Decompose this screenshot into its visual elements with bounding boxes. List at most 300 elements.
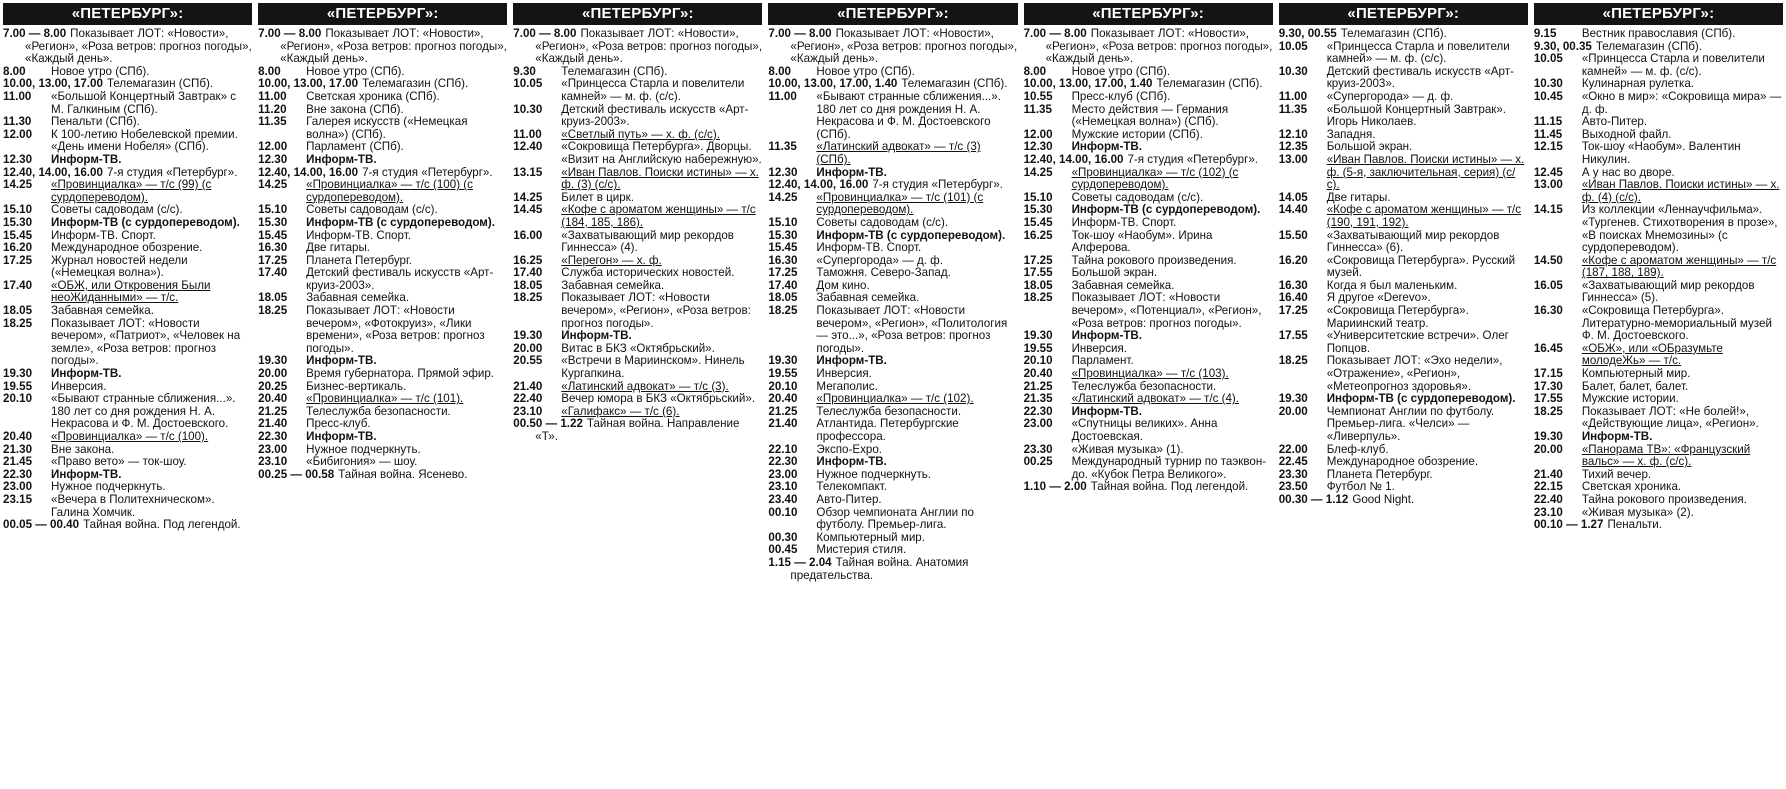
program-time: 22.00 <box>1278 442 1308 456</box>
program-time: 16.45 <box>1533 341 1563 355</box>
program-time: 20.40 <box>3 430 33 443</box>
program-time: 16.20 <box>3 241 33 255</box>
program-title: Дом кино. <box>816 278 870 292</box>
program-title: «Латинский адвокат» — т/с (4). <box>1071 392 1239 406</box>
program-title: Место действия — Германия («Немецкая волна») (СПб). <box>1071 102 1229 129</box>
program-time: 11.35 <box>1023 102 1052 116</box>
program-time: 11.00 <box>1278 89 1308 103</box>
program-time: 00.25 — 00.58 <box>258 467 335 481</box>
program-title: «Принцесса Старла и повелители камней» — м. ф. (с/с). <box>1326 39 1510 66</box>
program-time: 11.30 <box>3 115 32 129</box>
program-time: 17.25 <box>768 266 798 280</box>
program-entry <box>258 28 507 66</box>
program-time: 20.00 <box>1278 404 1308 418</box>
program-time: 19.55 <box>1023 341 1053 355</box>
program-time: 12.30 <box>258 152 288 166</box>
program-time: 13.00 <box>1278 152 1308 166</box>
program-time: 21.45 <box>3 455 33 469</box>
program-entry <box>3 179 252 204</box>
program-entry <box>3 255 252 280</box>
program-time: 10.30 <box>1533 77 1563 91</box>
program-entry <box>1279 393 1528 406</box>
program-entry <box>258 267 507 292</box>
program-time: 18.25 <box>1278 354 1308 368</box>
program-title: Новое утро (СПб). <box>816 64 915 78</box>
program-title: Мужские истории (СПб). <box>1071 127 1203 141</box>
program-time: 8.00 <box>1023 64 1047 78</box>
program-entry <box>1534 343 1783 368</box>
program-title: «Встречи в Мариинском». Нинель Кургапкина. <box>561 354 745 381</box>
program-time: 20.10 <box>1023 354 1053 368</box>
program-time: 19.30 <box>1533 430 1563 443</box>
program-entry <box>1279 204 1528 229</box>
program-title: «ОБЖ», или «ОБразумьте молодеЖь» — т/с. <box>1581 341 1723 368</box>
program-title: Большой экран. <box>1071 266 1158 280</box>
program-entry <box>1534 280 1783 305</box>
channel-header: «ПЕТЕРБУРГ»: <box>1534 3 1783 25</box>
program-time: 23.10 <box>513 404 543 418</box>
program-title: Информ-ТВ. <box>1071 329 1143 343</box>
program-entry <box>768 179 1017 192</box>
program-title: Инверсия. <box>1071 341 1127 355</box>
program-title: Галерея искусств («Немецкая волна») (СПб). <box>306 115 468 141</box>
program-time: 23.00 <box>768 467 798 481</box>
program-time: 12.15 <box>1533 140 1563 154</box>
program-title: 7-я студия «Петербург». <box>872 178 1003 192</box>
program-title: Показывает ЛОТ: «Новости», «Регион», «Роза ветров: прогноз погоды», «Каждый день». <box>790 27 1018 66</box>
program-time: 16.25 <box>513 253 543 267</box>
program-time: 20.00 <box>513 341 543 355</box>
program-title: Западня. <box>1326 127 1376 141</box>
program-title: Информ-ТВ (с сурдопереводом). <box>306 215 495 229</box>
program-entry <box>513 167 762 192</box>
program-time: 21.40 <box>768 417 798 431</box>
program-title: Показывает ЛОТ: «Новости вечером», «Потенциал», «Регион», «Роза ветров: прогноз погоды». <box>1071 291 1262 330</box>
program-title: Атлантида. Петербургские профессора. <box>816 417 959 443</box>
program-title: Показывает ЛОТ: «Новости вечером», «Патриот», «Человек на земле», «Роза ветров: прогноз погоды». <box>51 316 241 368</box>
program-title: «Принцесса Старла и повелители камней» — м. ф. (с/с). <box>1581 52 1765 78</box>
program-entry <box>258 230 507 243</box>
program-title: Нужное подчеркнуть. <box>51 480 166 494</box>
program-time: 17.30 <box>1533 379 1563 393</box>
program-time: 18.05 <box>3 304 33 318</box>
program-title: Информ-ТВ. <box>1071 404 1143 418</box>
program-time: 16.30 <box>1278 278 1308 292</box>
program-title: Витас в БКЗ «Октябрьский». <box>561 341 715 355</box>
program-title: «Окно в мир»: «Сокровища мира» — д. ф. <box>1581 89 1782 116</box>
program-entry <box>1534 53 1783 78</box>
program-title: «Латинский адвокат» — т/с (3) (СПб). <box>816 140 981 166</box>
program-time: 11.00 <box>768 89 797 103</box>
program-time: 7.00 — 8.00 <box>3 27 67 40</box>
program-entry <box>3 393 252 431</box>
program-time: 00.30 — 1.12 <box>1278 492 1349 506</box>
program-title: «Кофе с ароматом женщины» — т/с (190, 191, 192). <box>1326 203 1522 229</box>
program-time: 16.30 <box>1533 304 1563 318</box>
program-time: 10.00, 13.00, 17.00, 1.40 <box>768 77 898 91</box>
program-time: 18.05 <box>513 278 543 292</box>
program-time: 20.10 <box>3 392 33 406</box>
program-entry <box>1279 355 1528 393</box>
program-entry <box>768 242 1017 255</box>
program-time: 17.40 <box>768 278 798 292</box>
program-time: 15.50 <box>1278 228 1308 242</box>
program-title: «Захватывающий мир рекордов Гиннесса» (6). <box>1326 228 1500 255</box>
program-time: 17.55 <box>1278 329 1308 343</box>
program-title: Телемагазин (СПб). <box>901 77 1008 91</box>
program-time: 12.30 <box>768 165 798 179</box>
program-time: 17.40 <box>3 278 33 292</box>
program-entry <box>258 305 507 355</box>
program-title: Информ-ТВ. <box>816 165 887 179</box>
program-time: 21.30 <box>3 442 33 456</box>
program-time: 12.10 <box>1278 127 1308 141</box>
program-time: 00.50 — 1.22 <box>513 417 583 431</box>
program-time: 21.25 <box>1023 379 1053 393</box>
program-title: Информ-ТВ. Спорт. <box>51 228 156 242</box>
program-time: 22.40 <box>1533 492 1563 506</box>
program-time: 15.10 <box>258 203 288 217</box>
program-time: 00.10 <box>768 505 798 519</box>
program-title: Я другое «Derevo». <box>1326 291 1431 305</box>
program-title: Когда я был маленьким. <box>1326 278 1458 292</box>
program-title: Телемагазин (СПб). <box>362 77 469 91</box>
program-time: 15.45 <box>3 228 33 242</box>
program-entry <box>768 444 1017 457</box>
program-title: Информ-ТВ. Спорт. <box>306 228 411 242</box>
program-time: 14.15 <box>1533 203 1563 217</box>
program-time: 22.30 <box>768 455 798 469</box>
program-entry <box>1279 28 1528 41</box>
program-entry <box>513 418 762 443</box>
program-time: 22.30 <box>3 467 33 481</box>
program-title: Тайная война. Анатомия предательства. <box>790 555 969 582</box>
program-title: Компьютерный мир. <box>816 530 925 544</box>
program-time: 00.25 <box>1023 455 1053 469</box>
program-entry <box>3 305 252 318</box>
program-title: Таможня. Северо-Запад. <box>816 266 951 280</box>
program-entry <box>3 280 252 305</box>
program-title: Светская хроника. <box>1581 480 1682 494</box>
program-title: Показывает ЛОТ: «Не болей!», «Действующие лица», «Регион». <box>1581 404 1759 431</box>
program-time: 21.25 <box>768 404 798 418</box>
program-title: Большой экран. <box>1326 140 1413 154</box>
program-title: «Живая музыка» (1). <box>1071 442 1184 456</box>
program-title: Детский фестиваль искусств «Арт-круиз-2003». <box>1326 64 1514 91</box>
program-title: Вестник православия (СПб). <box>1581 27 1736 40</box>
program-time: 15.45 <box>258 228 288 242</box>
program-time: 20.10 <box>768 379 798 393</box>
program-time: 21.35 <box>1023 392 1053 406</box>
program-title: Телекомпакт. <box>816 480 887 494</box>
program-entry <box>513 141 762 166</box>
program-title: Компьютерный мир. <box>1581 367 1691 381</box>
program-time: 9.30, 00.55 <box>1278 27 1337 40</box>
program-time: 23.10 <box>1533 505 1563 519</box>
program-title: Нужное подчеркнуть. <box>306 442 421 456</box>
program-time: 14.40 <box>1278 203 1308 217</box>
program-entry <box>1024 217 1273 230</box>
program-title: Светская хроника (СПб). <box>306 89 440 103</box>
program-time: 12.35 <box>1278 140 1308 154</box>
program-title: «Провинциалка» — т/с (100) (с сурдопереводом). <box>306 178 473 204</box>
program-time: 11.00 <box>258 89 287 103</box>
program-title: Мегаполис. <box>816 379 878 393</box>
program-title: Авто-Питер. <box>816 492 882 506</box>
program-title: Балет, балет, балет. <box>1581 379 1689 393</box>
program-time: 23.30 <box>1023 442 1053 456</box>
program-time: 14.25 <box>513 190 543 204</box>
program-title: «Сокровища Петербурга». Дворцы. «Визит на Английскую набережную». <box>561 140 762 166</box>
program-time: 23.10 <box>258 455 288 469</box>
program-title: Информ-ТВ. Спорт. <box>816 241 922 255</box>
program-time: 15.30 <box>1023 203 1053 217</box>
program-title: «Иван Павлов. Поиски истины» — х. ф. (3) (с/с). <box>561 165 759 192</box>
program-time: 13.15 <box>513 165 543 179</box>
program-title: Информ-ТВ. <box>306 354 377 368</box>
program-title: Парламент (СПб). <box>306 140 404 154</box>
program-time: 9.30, 00.35 <box>1533 39 1592 53</box>
program-time: 23.00 <box>258 442 288 456</box>
program-time: 15.30 <box>258 215 288 229</box>
program-time: 7.00 — 8.00 <box>513 27 577 40</box>
program-title: Забавная семейка. <box>306 291 410 305</box>
program-entry <box>1024 292 1273 330</box>
program-title: «Супергорода» — д. ф. <box>1326 89 1454 103</box>
program-time: 14.45 <box>513 203 543 217</box>
program-title: Обзор чемпионата Англии по футболу. Премьер-лига. <box>816 505 975 532</box>
program-entry <box>3 494 252 519</box>
program-title: «Вечера в Политехническом». Галина Хомчик. <box>51 492 215 519</box>
channel-header: «ПЕТЕРБУРГ»: <box>513 3 762 25</box>
program-title: Информ-ТВ. <box>51 467 122 481</box>
program-title: «Бывают странные сближения...». 180 лет со дня рождения Н. А. Некрасова и Ф. М. Достоевского (СПб). <box>816 89 1001 141</box>
program-entry <box>1024 129 1273 142</box>
program-entry <box>1534 393 1783 406</box>
program-title: Билет в цирк. <box>561 190 634 204</box>
schedule-column <box>513 3 762 789</box>
program-title: 7-я студия «Петербург». <box>362 165 493 179</box>
program-title: Международное обозрение. <box>1326 455 1479 469</box>
program-title: Служба исторических новостей. <box>561 266 735 280</box>
program-title: Выходной файл. <box>1581 127 1672 141</box>
program-title: Бизнес-вертикаль. <box>306 379 407 393</box>
program-entry <box>513 204 762 229</box>
program-time: 10.05 <box>513 77 543 91</box>
program-time: 8.00 <box>768 64 791 78</box>
program-title: «Захватывающий мир рекордов Гиннесса» (5). <box>1581 278 1755 305</box>
program-title: Нужное подчеркнуть. <box>816 467 932 481</box>
program-title: Показывает ЛОТ: «Новости вечером», «Регион», «Политология — это...», «Роза ветров: прогноз погоды». <box>816 304 1008 355</box>
program-time: 15.30 <box>768 228 798 242</box>
program-time: 7.00 — 8.00 <box>258 27 322 40</box>
program-title: Телемагазин (СПб). <box>561 64 668 78</box>
program-time: 20.00 <box>1533 442 1563 456</box>
program-title: Международный турнир по таэквон-до. «Кубок Петра Великого». <box>1071 455 1267 481</box>
program-title: Ток-шоу «Наобум». Валентин Никулин. <box>1581 140 1741 166</box>
program-title: «Живая музыка» (2). <box>1581 505 1694 519</box>
program-title: Информ-ТВ (с сурдопереводом). <box>816 228 1006 242</box>
program-title: «Провинциалка» — т/с (102) (с сурдопереводом). <box>1071 165 1239 192</box>
program-title: К 100-летию Нобелевской премии. «День имени Нобеля» (СПб). <box>51 127 238 154</box>
program-time: 23.15 <box>3 492 33 506</box>
program-time: 15.30 <box>3 215 33 229</box>
program-entry <box>768 418 1017 443</box>
program-time: 16.20 <box>1278 253 1308 267</box>
program-title: 7-я студия «Петербург». <box>1127 152 1259 166</box>
program-time: 19.30 <box>768 354 798 368</box>
program-entry <box>768 557 1017 582</box>
program-title: Телемагазин (СПб). <box>106 77 214 91</box>
program-title: Советы садоводам (с/с). <box>306 203 438 217</box>
program-time: 15.45 <box>1023 215 1053 229</box>
program-time: 19.30 <box>1023 329 1053 343</box>
program-title: Ток-шоу «Наобум». Ирина Алферова. <box>1071 228 1213 255</box>
program-time: 10.05 <box>1533 52 1563 66</box>
program-time: 22.15 <box>1533 480 1563 494</box>
program-entry <box>513 355 762 380</box>
program-time: 20.00 <box>258 367 288 381</box>
program-time: 8.00 <box>258 64 281 78</box>
program-time: 11.20 <box>258 102 287 116</box>
program-title: «Провинциалка» — т/с (103). <box>1071 367 1229 381</box>
program-title: Информ-ТВ. <box>1071 140 1143 154</box>
program-title: «Бибигония» — шоу. <box>306 455 418 469</box>
program-entry <box>768 305 1017 355</box>
program-entry <box>1024 104 1273 129</box>
program-entry <box>1279 330 1528 355</box>
program-time: 12.00 <box>1023 127 1053 141</box>
program-time: 17.25 <box>3 253 33 267</box>
program-title: Показывает ЛОТ: «Эхо недели», «Отражение», «Регион», «Метеопрогноз здоровья». <box>1326 354 1503 393</box>
program-time: 20.40 <box>1023 367 1053 381</box>
program-time: 1.15 — 2.04 <box>768 555 832 569</box>
program-time: 11.35 <box>258 115 287 129</box>
program-entry <box>258 469 507 482</box>
program-time: 17.40 <box>513 266 543 280</box>
program-entry <box>1024 368 1273 381</box>
program-entry <box>258 393 507 406</box>
program-time: 22.10 <box>768 442 798 456</box>
program-time: 22.45 <box>1278 455 1308 469</box>
program-entry <box>768 192 1017 217</box>
program-time: 12.40, 14.00, 16.00 <box>258 165 359 179</box>
program-entry <box>3 242 252 255</box>
program-entry <box>513 393 762 406</box>
program-time: 1.10 — 2.00 <box>1023 480 1087 494</box>
program-time: 23.50 <box>1278 480 1308 494</box>
program-time: 18.05 <box>258 291 288 305</box>
channel-header: «ПЕТЕРБУРГ»: <box>258 3 507 25</box>
program-time: 14.25 <box>1023 165 1053 179</box>
program-entry <box>513 267 762 280</box>
program-time: 7.00 — 8.00 <box>1023 27 1087 40</box>
program-entry <box>768 267 1017 280</box>
program-entry <box>1279 91 1528 104</box>
program-entry <box>3 431 252 444</box>
program-entry <box>3 91 252 116</box>
program-title: «Спутницы великих». Анна Достоевская. <box>1071 417 1218 443</box>
program-entry <box>3 217 252 230</box>
program-title: Кулинарная рулетка. <box>1581 77 1695 91</box>
program-entry <box>1024 267 1273 280</box>
program-time: 21.25 <box>258 404 288 418</box>
program-time: 22.30 <box>258 430 288 443</box>
program-title: Новое утро (СПб). <box>1071 64 1171 78</box>
program-time: 18.25 <box>1533 404 1563 418</box>
program-entry <box>1534 141 1783 166</box>
program-time: 18.05 <box>1023 278 1053 292</box>
program-title: «Университетские встречи». Олег Попцов. <box>1326 329 1509 355</box>
program-time: 20.25 <box>258 379 288 393</box>
program-title: «Бывают странные сближения...». 180 лет со дня рождения Н. А. Некрасова и Ф. М. Достоевского. <box>51 392 236 431</box>
program-entry <box>513 104 762 129</box>
program-title: Вечер юмора в БКЗ «Октябрьский». <box>561 392 756 406</box>
program-title: Мистерия стиля. <box>816 543 907 557</box>
program-title: Две гитары. <box>1326 190 1391 204</box>
program-time: 18.25 <box>1023 291 1053 305</box>
program-title: Телеслужба безопасности. <box>1071 379 1217 393</box>
schedule-column <box>258 3 507 789</box>
program-entry <box>1534 179 1783 204</box>
program-time: 20.40 <box>258 392 288 406</box>
program-title: «Кофе с ароматом женщины» — т/с (184, 185, 186). <box>561 203 756 229</box>
program-entry <box>3 368 252 381</box>
program-title: Детский фестиваль искусств «Арт-круиз-2003». <box>306 266 494 292</box>
program-time: 00.10 — 1.27 <box>1533 518 1604 532</box>
program-time: 22.30 <box>1023 404 1053 418</box>
program-title: «Светлый путь» — х. ф. (с/с). <box>561 127 720 141</box>
program-time: 16.30 <box>258 241 288 255</box>
program-entry <box>258 141 507 154</box>
program-title: «Иван Павлов. Поиски истины» — х. ф. (4) (с/с). <box>1581 178 1780 204</box>
program-time: 16.05 <box>1533 278 1563 292</box>
program-entry <box>1279 104 1528 129</box>
program-entry <box>768 494 1017 507</box>
program-entry <box>1279 456 1528 469</box>
program-time: 11.35 <box>768 140 797 154</box>
program-time: 14.05 <box>1278 190 1308 204</box>
program-title: Тайная война. Ясенево. <box>338 467 468 481</box>
program-title: А у нас во дворе. <box>1581 165 1675 179</box>
program-title: Показывает ЛОТ: «Новости», «Регион», «Роза ветров: прогноз погоды», «Каждый день». <box>535 27 763 66</box>
program-entry <box>1279 305 1528 330</box>
program-time: 7.00 — 8.00 <box>768 27 832 40</box>
program-title: «Сокровища Петербурга». Мариинский театр. <box>1326 304 1469 330</box>
program-time: 11.15 <box>1533 115 1563 129</box>
program-entry <box>768 393 1017 406</box>
program-title: Из коллекции «Леннаучфильма». «Тургенев. Стихотворения в прозе», «В поисках Мнемозины» (с сурдопереводом). <box>1581 203 1778 255</box>
program-title: Телемагазин (СПб). <box>1340 27 1447 40</box>
program-time: 23.00 <box>1023 417 1053 431</box>
program-entry <box>258 418 507 431</box>
program-entry <box>1279 469 1528 482</box>
program-title: «Захватывающий мир рекордов Гиннесса» (4). <box>561 228 734 255</box>
program-entry <box>1279 41 1528 66</box>
program-title: Журнал новостей недели («Немецкая волна»). <box>51 253 188 280</box>
program-time: 12.30 <box>1023 140 1053 154</box>
schedule-column <box>1024 3 1273 789</box>
program-title: «Сокровища Петербурга». Русский музей. <box>1326 253 1516 280</box>
program-title: Советы садоводам (с/с). <box>816 215 949 229</box>
program-time: 19.30 <box>3 367 33 381</box>
program-title: Забавная семейка. <box>816 291 920 305</box>
program-time: 11.35 <box>1278 102 1308 116</box>
program-title: «Перегон» — х. ф. <box>561 253 662 267</box>
program-entry <box>513 230 762 255</box>
program-title: Блеф-клуб. <box>1326 442 1389 456</box>
program-entry <box>258 431 507 444</box>
